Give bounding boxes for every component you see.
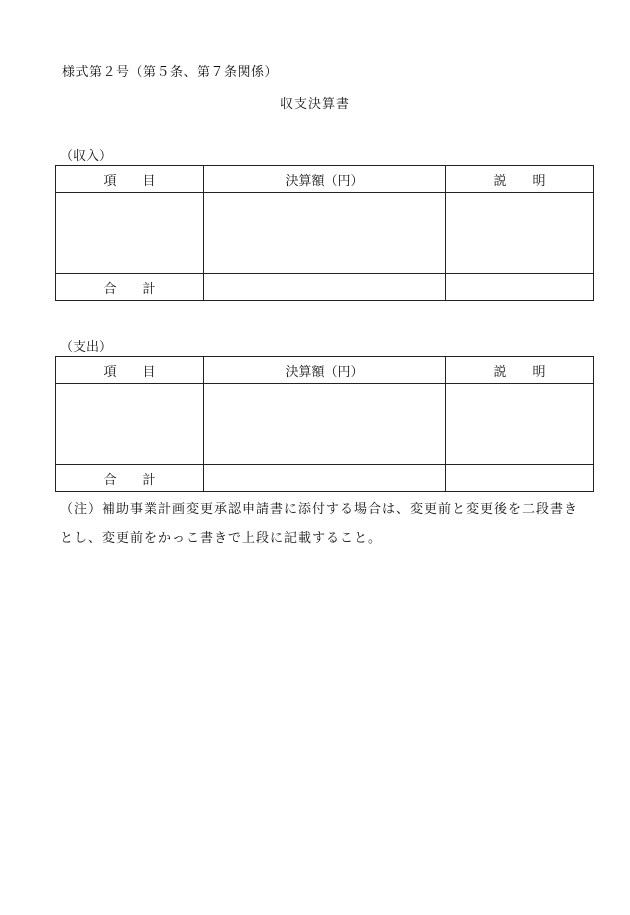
expense-header-amount: 決算額（円） [204,357,446,384]
income-entry-row [56,193,594,274]
income-header-row [56,166,594,193]
expense-total-description-cell [446,465,594,492]
expense-entry-item-cell [56,384,204,465]
income-header-description: 説 明 [446,166,594,193]
expense-header-item: 項 目 [56,357,204,384]
note-line-1: （注）補助事業計画変更承認申請書に添付する場合は、変更前と変更後を二段書き [60,502,579,517]
expense-entry-amount-cell [204,384,446,465]
income-entry-amount-cell [204,193,446,274]
income-header-amount: 決算額（円） [204,166,446,193]
income-entry-item-cell [56,193,204,274]
income-total-amount-cell [204,274,446,301]
document-title: 収支決算書 [279,97,350,112]
income-total-label: 合 計 [56,274,204,301]
note-line-2: とし、変更前をかっこ書きで上段に記載すること。 [60,531,383,546]
income-total-description-cell [446,274,594,301]
form-number: 様式第２号（第５条、第７条関係） [62,65,279,80]
expense-section-label: （支出） [60,340,113,355]
income-total-row [56,274,594,301]
expense-total-amount-cell [204,465,446,492]
note-block [60,495,594,553]
expense-entry-description-cell [446,384,594,465]
expense-total-row [56,465,594,492]
expense-table [55,356,594,492]
income-entry-description-cell [446,193,594,274]
income-header-item: 項 目 [56,166,204,193]
income-table [55,165,594,301]
income-section-label: （収入） [60,149,113,164]
expense-header-description: 説 明 [446,357,594,384]
expense-entry-row [56,384,594,465]
expense-header-row [56,357,594,384]
expense-total-label: 合 計 [56,465,204,492]
